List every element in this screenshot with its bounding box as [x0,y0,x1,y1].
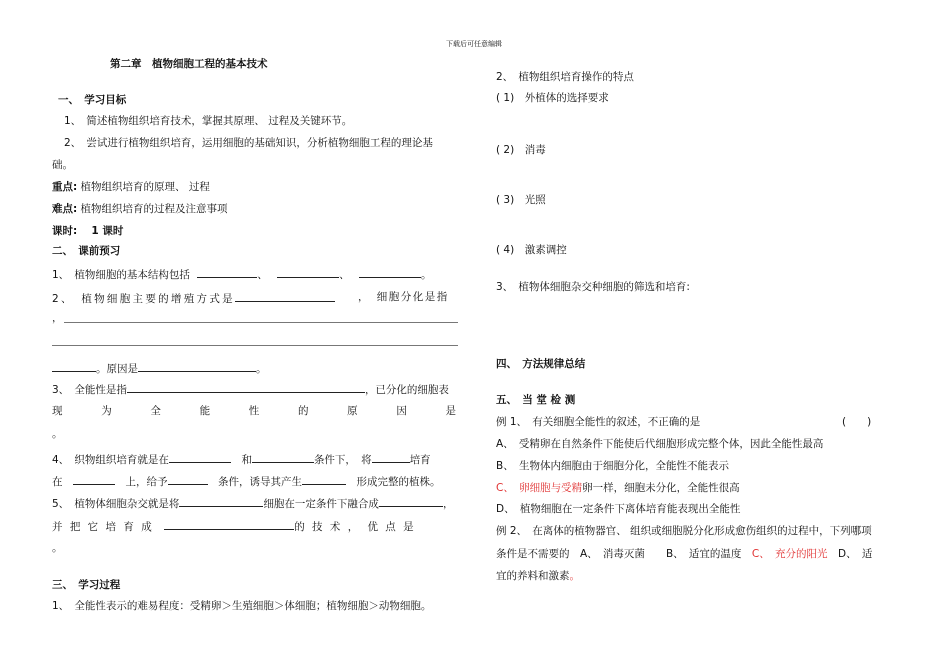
question-5: 5、 植物体细胞杂交就是将 细胞在一定条件下融合成 ， [52,495,453,511]
answer-line-2[interactable] [52,345,458,346]
hybrid-heading: 3、 植物体细胞杂交种细胞的筛选和培育: [496,281,690,293]
goal-2-cont: 础。 [52,159,73,171]
feature-1: ( 1) 外植体的选择要求 [496,92,609,104]
feature-heading: 2、 植物组织培育操作的特点 [496,71,634,83]
blank-4[interactable] [235,290,335,302]
blank-1[interactable] [197,266,257,278]
header-note: 下载后可任意编辑 [446,40,502,48]
blank-11[interactable] [73,473,115,485]
class-hours: 课时: 1 课时 [52,225,124,237]
blank-12[interactable] [168,473,208,485]
question-4-b: 在 上，给予 条件，诱导其产生 形成完整的植株。 [52,473,441,489]
blank-10[interactable] [372,451,410,463]
chapter-title: 第二章 植物细胞工程的基本技术 [110,58,268,70]
blank-14[interactable] [179,495,263,507]
section-3-heading: 三、 学习过程 [52,579,121,591]
section-5-heading: 五、 当 堂 检 测 [496,394,576,406]
section-1-heading: 一、 学习目标 [58,94,127,106]
difficult-points: 难点: 植物组织培育的过程及注意事项 [52,203,228,215]
blank-13[interactable] [302,473,346,485]
question-3-end: 。 [52,428,63,440]
option-b: B、 生物体内细胞由于细胞分化，全能性不能表示 [496,460,729,472]
key-points: 重点: 植物组织培育的原理、 过程 [52,181,210,193]
blank-9[interactable] [252,451,314,463]
feature-3: ( 3) 光照 [496,194,546,206]
question-1: 1、 植物细胞的基本结构包括 、 、 。 [52,266,431,282]
blank-15[interactable] [379,495,443,507]
question-3-spread: 现 为 全 能 性 的 原 因 是 [52,405,456,417]
blank-16[interactable] [164,518,294,530]
blank-8[interactable] [169,451,231,463]
question-4: 4、 织物组织培育就是在 和 条件下， 将 培育 [52,451,431,467]
process-1: 1、 全能性表示的难易程度：受精卵＞生殖细胞＞体细胞；植物细胞＞动物细胞。 [52,600,432,612]
question-5-end: 。 [52,542,63,554]
option-c: C、 卵细胞与受精卵一样，细胞未分化，全能性很高 [496,482,740,494]
example-2: 例 2、 在离体的植物器官、 组织或细胞脱分化形成愈伤组织的过程中，下列哪项 [496,525,872,537]
blank-3[interactable] [359,266,421,278]
answer-line-1[interactable] [64,322,458,323]
section-4-heading: 四、 方法规律总结 [496,358,586,370]
question-2-c: 。原因是 。 [52,360,267,376]
section-2-heading: 二、 课前预习 [52,245,121,257]
goal-2: 2、 尝试进行植物组织培育，运用细胞的基础知识，分析植物细胞工程的理论基 [64,137,433,149]
example-2-options: 条件是不需要的 A、 消毒灭菌 B、 适宜的温度 C、 充分的阳光 D、 适 [496,548,873,560]
example-2-cont: 宜的养料和激素。 [496,570,580,582]
blank-6[interactable] [138,360,256,372]
question-2-comma: ， [52,312,63,324]
feature-2: ( 2) 消毒 [496,144,546,156]
blank-7[interactable] [127,381,365,393]
blank-5[interactable] [52,360,96,372]
feature-4: ( 4) 激素调控 [496,244,567,256]
example-1-paren: ( ) [842,416,872,428]
example-1: 例 1、 有关细胞全能性的叙述，不正确的是 [496,416,701,428]
blank-2[interactable] [277,266,339,278]
question-5-b: 并 把 它 培 育 成 的 技 术 ， 优 点 是 [52,518,416,534]
option-a: A、 受精卵在自然条件下能使后代细胞形成完整个体，因此全能性最高 [496,438,824,450]
question-2-b: ， 细胞分化是指 [358,291,449,303]
goal-1: 1、 简述植物组织培育技术，掌握其原理、 过程及关键环节。 [64,115,353,127]
question-3: 3、 全能性是指 ，已分化的细胞表 [52,381,449,397]
question-2: 2、 植物细胞主要的增殖方式是 [52,290,335,306]
option-d: D、 植物细胞在一定条件下离体培育能表现出全能性 [496,503,741,515]
